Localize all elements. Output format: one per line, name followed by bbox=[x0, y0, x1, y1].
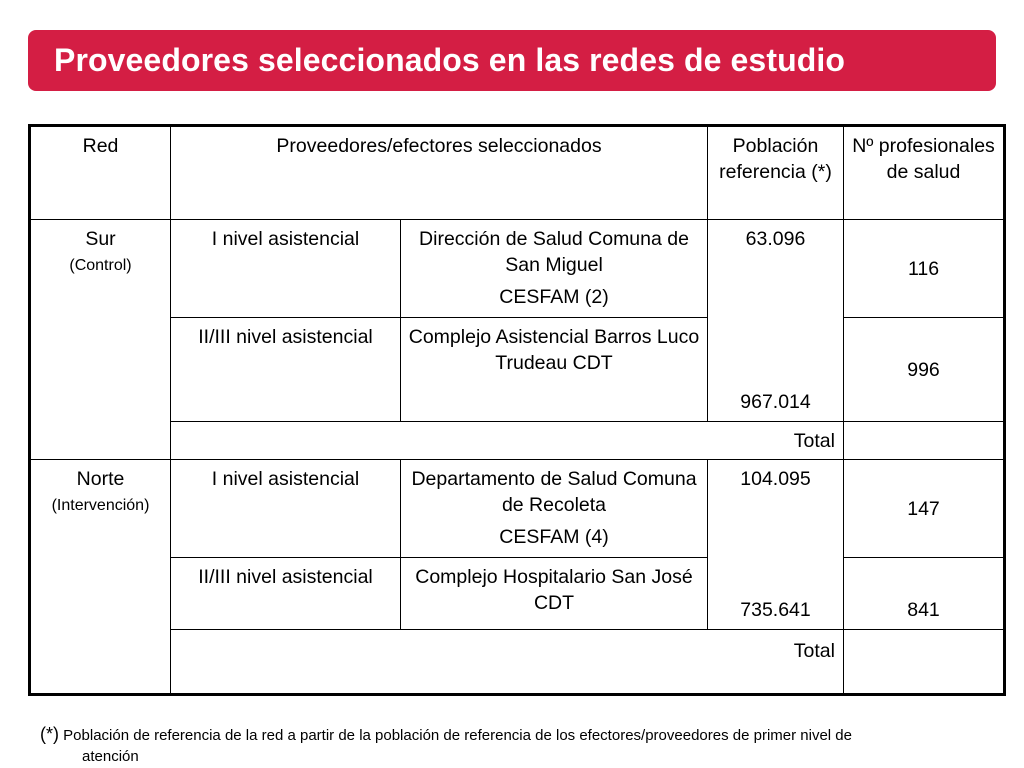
footnote-line2: atención bbox=[82, 748, 139, 765]
norte-level1-profesionales: 147 bbox=[844, 460, 1005, 558]
table-row bbox=[30, 630, 1005, 695]
norte-level2-poblacion: 735.641 bbox=[740, 599, 811, 621]
sur-level2-poblacion: 967.014 bbox=[740, 391, 811, 413]
sur-level2-profesionales: 996 bbox=[844, 318, 1005, 422]
red-norte-name: Norte bbox=[76, 468, 125, 490]
norte-level1-poblacion: 104.095 bbox=[740, 468, 811, 490]
table-row bbox=[30, 220, 1005, 318]
norte-level2-profesionales: 841 bbox=[844, 558, 1005, 630]
red-norte-group: (Intervención) bbox=[51, 497, 150, 514]
norte-total-label: Total bbox=[171, 630, 844, 695]
sur-total-value bbox=[844, 422, 1005, 460]
red-sur-cell bbox=[30, 220, 171, 460]
sur-level1-label: I nivel asistencial bbox=[171, 220, 401, 318]
header-poblacion: Población referencia (*) bbox=[708, 126, 844, 220]
norte-level1-provider-a: Departamento de Salud Comuna de Recoleta bbox=[411, 468, 697, 516]
sur-total-label: Total bbox=[171, 422, 844, 460]
sur-level1-profesionales: 116 bbox=[844, 220, 1005, 318]
red-sur-group: (Control) bbox=[69, 257, 132, 274]
norte-level1-provider-b: CESFAM (4) bbox=[499, 526, 609, 548]
table-row bbox=[30, 318, 1005, 422]
sur-level1-provider-a: Dirección de Salud Comuna de San Miguel bbox=[419, 228, 689, 276]
page-title: Proveedores seleccionados en las redes de estudio bbox=[54, 42, 846, 78]
table-row bbox=[30, 422, 1005, 460]
norte-level1-label: I nivel asistencial bbox=[171, 460, 401, 558]
table-row bbox=[30, 460, 1005, 558]
sur-level1-poblacion: 63.096 bbox=[745, 228, 806, 250]
providers-table bbox=[28, 124, 1006, 696]
header-red: Red bbox=[30, 126, 171, 220]
header-profesionales: Nº profesionales de salud bbox=[844, 126, 1005, 220]
footnote bbox=[40, 724, 980, 767]
footnote-line1: Población de referencia de la red a partir de la población de referencia de los efectores/proveedores de primer nivel de bbox=[63, 727, 852, 744]
sur-level1-provider-b: CESFAM (2) bbox=[499, 286, 609, 308]
title-banner bbox=[28, 30, 996, 91]
footnote-mark: (*) bbox=[40, 724, 59, 744]
sur-level1-provider bbox=[401, 220, 708, 318]
norte-poblacion-cell bbox=[708, 460, 844, 630]
red-norte-cell bbox=[30, 460, 171, 695]
norte-level1-provider bbox=[401, 460, 708, 558]
header-proveedores: Proveedores/efectores seleccionados bbox=[171, 126, 708, 220]
table-header-row bbox=[30, 126, 1005, 220]
norte-level2-provider: Complejo Hospitalario San José CDT bbox=[401, 558, 708, 630]
sur-level2-provider: Complejo Asistencial Barros Luco Trudeau CDT bbox=[401, 318, 708, 422]
red-sur-name: Sur bbox=[85, 228, 116, 250]
table-row bbox=[30, 558, 1005, 630]
sur-level2-label: II/III nivel asistencial bbox=[171, 318, 401, 422]
sur-poblacion-cell bbox=[708, 220, 844, 422]
norte-level2-label: II/III nivel asistencial bbox=[171, 558, 401, 630]
norte-total-value bbox=[844, 630, 1005, 695]
